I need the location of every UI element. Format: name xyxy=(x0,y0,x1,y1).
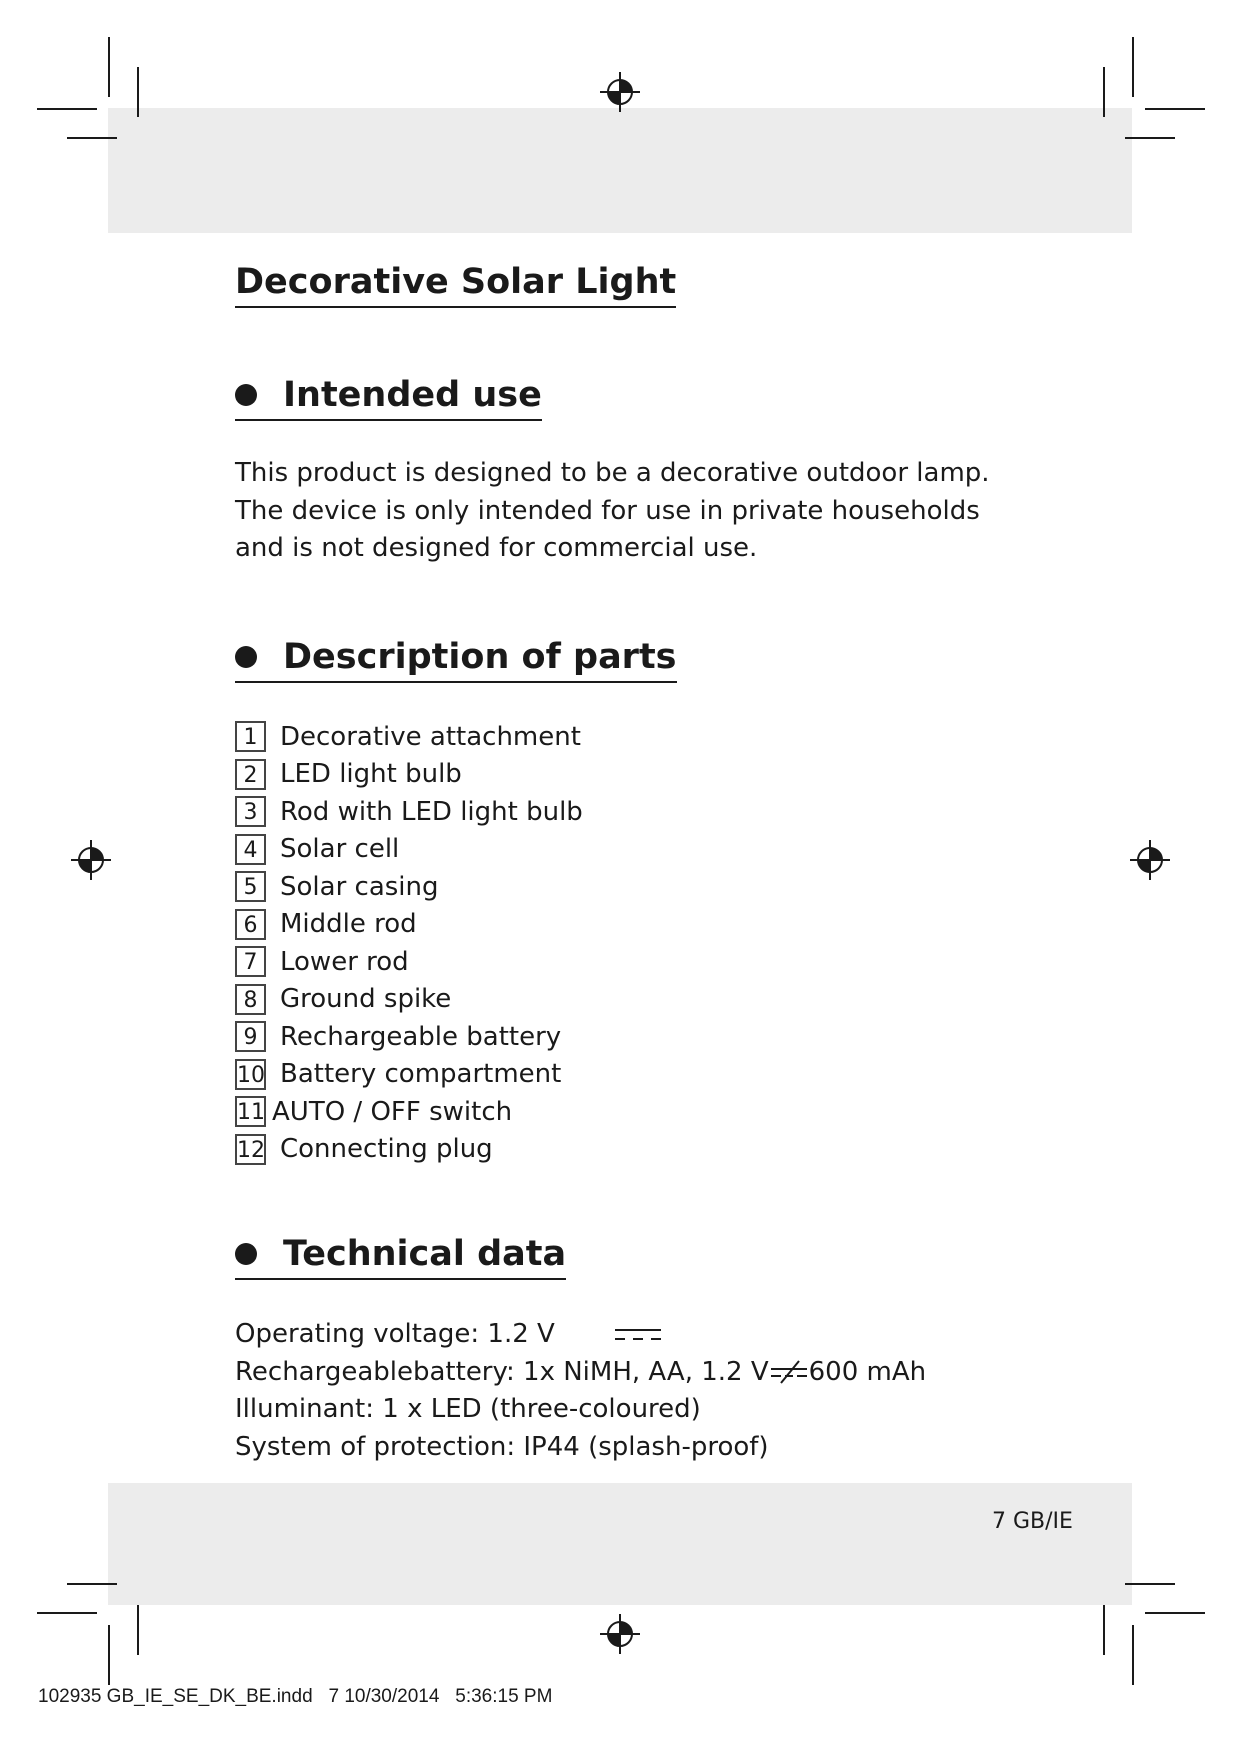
list-item xyxy=(235,1316,926,1354)
bullet-icon xyxy=(235,646,257,668)
part-label: Connecting plug xyxy=(280,1134,493,1165)
part-number: 11 xyxy=(235,1096,266,1127)
tech-label: Illuminant: xyxy=(235,1394,374,1424)
parts-list xyxy=(235,718,583,1168)
header-band xyxy=(108,108,1132,233)
list-item xyxy=(235,906,583,944)
direct-current-icon xyxy=(769,1360,809,1384)
part-label: Middle rod xyxy=(280,909,417,940)
list-item xyxy=(235,831,583,869)
part-label: Solar cell xyxy=(280,834,400,865)
list-item xyxy=(235,1391,926,1429)
registration-mark-icon xyxy=(600,1614,640,1654)
section-heading-label: Intended use xyxy=(283,375,542,415)
part-number: 10 xyxy=(235,1059,266,1090)
section-heading-technical-data xyxy=(235,1234,566,1280)
footer-band xyxy=(108,1483,1132,1605)
list-item xyxy=(235,756,583,794)
bullet-icon xyxy=(235,384,257,406)
tech-label: Rechargeablebattery: xyxy=(235,1356,515,1387)
list-item xyxy=(235,868,583,906)
tech-value: 1x NiMH, AA, 1.2 V xyxy=(523,1356,769,1387)
intended-use-paragraph: This product is designed to be a decorative outdoor lamp. The device is only intended for use in private households and is not designed for commercial use. xyxy=(235,458,990,563)
section-heading-parts xyxy=(235,637,677,683)
part-number: 4 xyxy=(235,834,266,865)
print-slug: 102935 GB_IE_SE_DK_BE.indd 7 10/30/2014 5:36:15 PM xyxy=(38,1686,553,1707)
registration-mark-icon xyxy=(1130,840,1170,880)
page-title: Decorative Solar Light xyxy=(235,262,676,308)
part-label: LED light bulb xyxy=(280,759,462,790)
list-item xyxy=(235,1018,583,1056)
part-number: 9 xyxy=(235,1021,266,1052)
list-item xyxy=(235,1093,583,1131)
list-item xyxy=(235,1056,583,1094)
bullet-icon xyxy=(235,1243,257,1265)
section-heading-label: Description of parts xyxy=(283,637,677,677)
list-item xyxy=(235,981,583,1019)
part-number: 6 xyxy=(235,909,266,940)
list-item xyxy=(235,793,583,831)
list-item xyxy=(235,1354,926,1392)
tech-value: 1.2 V xyxy=(487,1319,555,1349)
tech-suffix: 600 mAh xyxy=(808,1356,927,1387)
part-label: Decorative attachment xyxy=(280,721,581,752)
list-item xyxy=(235,943,583,981)
part-label: Rechargeable battery xyxy=(280,1021,562,1052)
part-number: 5 xyxy=(235,871,266,902)
part-label: Rod with LED light bulb xyxy=(280,796,583,827)
part-label: Solar casing xyxy=(280,871,439,902)
list-item xyxy=(235,1429,926,1467)
section-heading-intended-use xyxy=(235,375,542,421)
direct-current-icon xyxy=(613,1326,663,1344)
section-heading-label: Technical data xyxy=(283,1234,567,1274)
part-label: Ground spike xyxy=(280,984,452,1015)
part-label: Lower rod xyxy=(280,946,409,977)
tech-label: System of protection: xyxy=(235,1431,516,1462)
registration-mark-icon xyxy=(600,72,640,112)
part-number: 1 xyxy=(235,721,266,752)
tech-value: 1 x LED (three-coloured) xyxy=(382,1394,701,1424)
part-number: 12 xyxy=(235,1134,266,1165)
tech-value: IP44 (splash-proof) xyxy=(523,1431,769,1462)
technical-data-list xyxy=(235,1316,926,1466)
part-number: 3 xyxy=(235,796,266,827)
part-label: AUTO / OFF switch xyxy=(272,1096,513,1127)
list-item xyxy=(235,1131,583,1169)
part-number: 2 xyxy=(235,759,266,790)
part-label: Battery compartment xyxy=(280,1059,562,1090)
part-number: 8 xyxy=(235,984,266,1015)
page-number: 7 GB/IE xyxy=(992,1509,1073,1534)
registration-mark-icon xyxy=(71,840,111,880)
list-item xyxy=(235,718,583,756)
part-number: 7 xyxy=(235,946,266,977)
tech-label: Operating voltage: xyxy=(235,1319,480,1349)
